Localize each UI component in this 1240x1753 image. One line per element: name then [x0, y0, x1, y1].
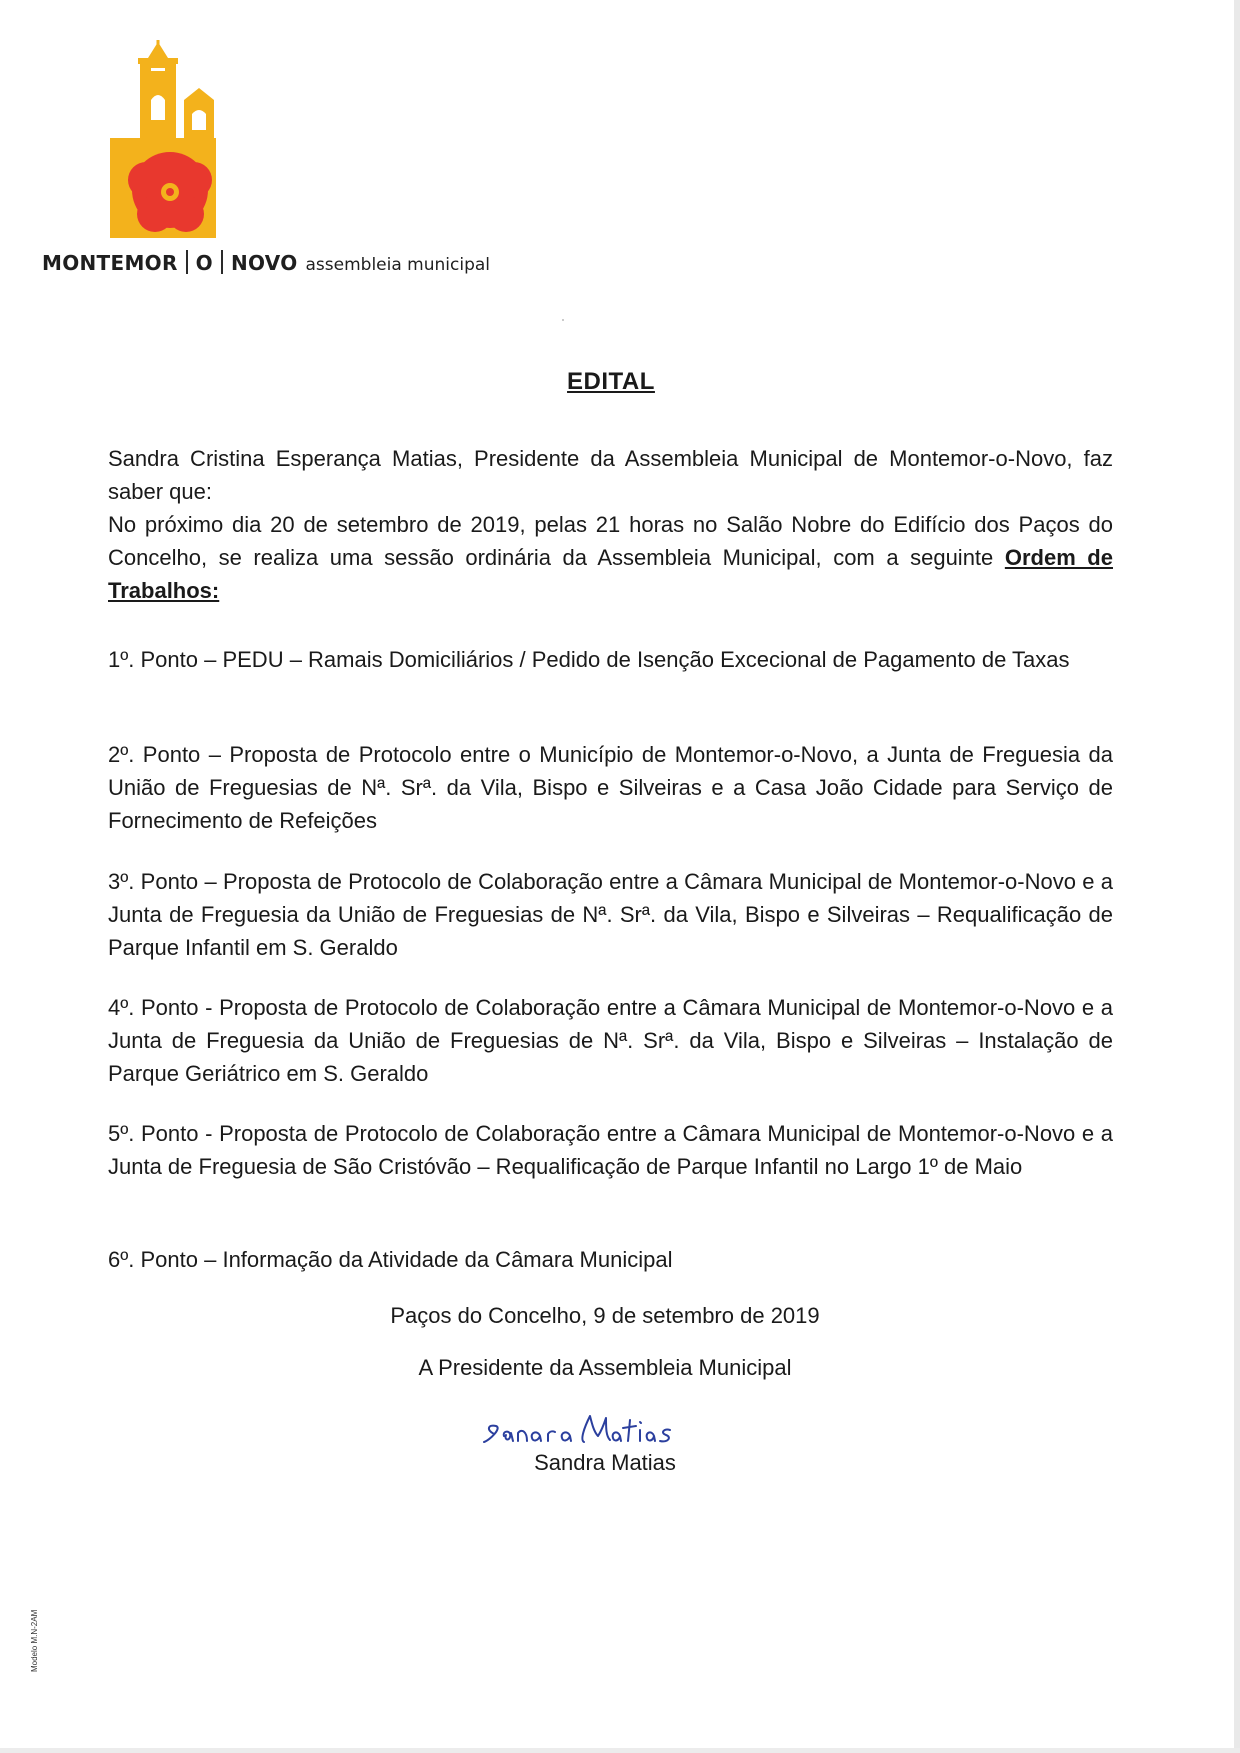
brand-mid: O	[195, 251, 213, 275]
brand-right: NOVO	[230, 251, 298, 275]
page-edge-shadow	[1234, 0, 1240, 1753]
intro-line-1: Sandra Cristina Esperança Matias, Presidente da Assembleia Municipal de Montemor-o-Novo, faz saber que:	[108, 446, 1113, 504]
agenda-item-text: PEDU – Ramais Domiciliários / Pedido de Isenção Excecional de Pagamento de Taxas	[222, 647, 1070, 672]
page-bottom-edge	[0, 1748, 1240, 1753]
intro-paragraph	[108, 442, 1113, 607]
agenda-item-label: 5º. Ponto -	[108, 1121, 220, 1146]
agenda-item-label: 1º. Ponto –	[108, 647, 223, 672]
agenda-item-text: Proposta de Protocolo entre o Município de Montemor-o-Novo, a Junta de Freguesia da União de Freguesias de Nª. Srª. da Vila, Bispo e Silveiras e a Casa João Cidade para Serviço de Fornecimento de Refeições	[108, 742, 1113, 833]
agenda-heading: Ordem de Trabalhos:	[108, 545, 1113, 603]
agenda-item	[108, 643, 1113, 676]
brand-subtitle: assembleia municipal	[305, 255, 491, 275]
document-title: EDITAL	[567, 368, 655, 395]
agenda-item	[108, 1117, 1113, 1183]
intro-line-2-text: No próximo dia 20 de setembro de 2019, pelas 21 horas no Salão Nobre do Edifício dos Paços do Concelho, se realiza uma sessão ordinária da Assembleia Municipal, com a seguinte	[108, 512, 1113, 570]
agenda-item-label: 2º. Ponto –	[108, 742, 230, 767]
agenda-item-text: Proposta de Protocolo de Colaboração entre a Câmara Municipal de Montemor-o-Novo e a Junta de Freguesia da União de Freguesias de Nª. Srª. da Vila, Bispo e Silveiras – Instalação de Parque Geriátrico em S. Geraldo	[108, 995, 1114, 1086]
model-code: Modelo M.N-2AM	[30, 1609, 39, 1672]
signatory-name: Sandra Matias	[534, 1450, 676, 1475]
brand-left: MONTEMOR	[42, 251, 178, 275]
signature-text: Sandra Matias	[480, 1455, 487, 1456]
agenda-item-text: Proposta de Protocolo de Colaboração entre a Câmara Municipal de Montemor-o-Novo e a Junta de Freguesia de São Cristóvão – Requalificação de Parque Infantil no Largo 1º de Maio	[108, 1121, 1114, 1179]
agenda-item	[108, 991, 1113, 1090]
brand-separator	[221, 250, 223, 274]
agenda-item	[108, 865, 1113, 964]
agenda-item-label: 6º. Ponto –	[108, 1247, 223, 1272]
agenda-item	[108, 738, 1113, 837]
agenda-item-label: 3º. Ponto –	[108, 869, 223, 894]
agenda-item-text: Proposta de Protocolo de Colaboração entre a Câmara Municipal de Montemor-o-Novo e a Junta de Freguesia da União de Freguesias de Nª. Srª. da Vila, Bispo e Silveiras – Requalificação de Parque Infantil em S. Geraldo	[108, 869, 1113, 960]
agenda-item	[108, 1243, 1113, 1276]
signatory-role: A Presidente da Assembleia Municipal	[418, 1355, 792, 1380]
montemor-logo	[110, 40, 230, 245]
brand-wordmark	[42, 250, 490, 275]
brand-separator	[186, 250, 188, 274]
agenda-item-text: Informação da Atividade da Câmara Municipal	[222, 1247, 673, 1272]
place-date: Paços do Concelho, 9 de setembro de 2019	[390, 1303, 820, 1328]
intro-line-2	[108, 508, 1113, 607]
scan-speck	[562, 319, 564, 321]
handwritten-signature	[480, 1400, 740, 1456]
agenda-item-label: 4º. Ponto -	[108, 995, 220, 1020]
